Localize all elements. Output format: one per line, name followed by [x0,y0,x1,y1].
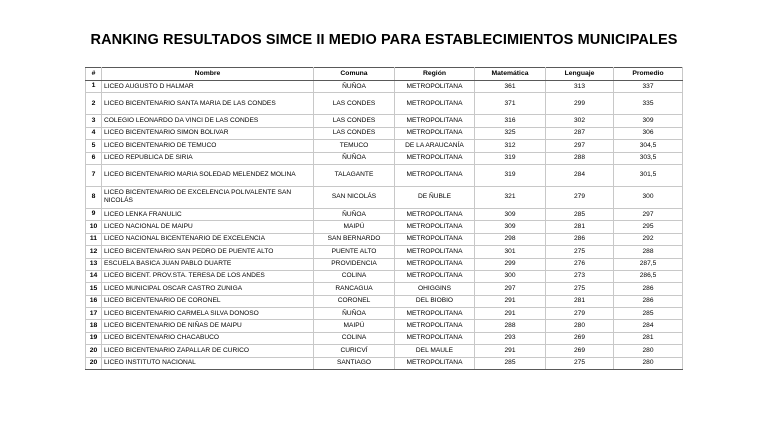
cell-matematica: 285 [475,357,546,369]
table-row [86,283,683,295]
cell-nombre: LICEO AUGUSTO D HALMAR [102,81,314,93]
table-header [86,68,683,81]
cell-comuna: COLINA [314,270,395,282]
cell-promedio: 295 [614,221,683,233]
cell-nombre: LICEO REPUBLICA DE SIRIA [102,152,314,164]
cell-region: METROPOLITANA [395,115,475,127]
cell-rank: 14 [86,270,102,282]
cell-lenguaje: 275 [546,283,614,295]
table-row [86,115,683,127]
table-row [86,258,683,270]
cell-comuna: RANCAGUA [314,283,395,295]
cell-matematica: 291 [475,295,546,307]
cell-lenguaje: 302 [546,115,614,127]
cell-rank: 17 [86,308,102,320]
cell-nombre: LICEO BICENTENARIO CHACABUCO [102,332,314,344]
cell-rank: 2 [86,93,102,115]
cell-comuna: CURICVÍ [314,345,395,357]
cell-region: METROPOLITANA [395,93,475,115]
cell-matematica: 321 [475,186,546,208]
cell-lenguaje: 275 [546,357,614,369]
cell-comuna: SANTIAGO [314,357,395,369]
cell-region: METROPOLITANA [395,208,475,220]
cell-comuna: ÑUÑOA [314,308,395,320]
cell-comuna: COLINA [314,332,395,344]
cell-rank: 10 [86,221,102,233]
cell-rank: 3 [86,115,102,127]
cell-lenguaje: 281 [546,295,614,307]
cell-region: METROPOLITANA [395,357,475,369]
cell-region: DE ÑUBLE [395,186,475,208]
cell-lenguaje: 269 [546,345,614,357]
cell-comuna: MAIPÚ [314,221,395,233]
table-row [86,270,683,282]
cell-promedio: 285 [614,308,683,320]
table-header-row [86,68,683,81]
cell-region: OHIGGINS [395,283,475,295]
cell-comuna: PUENTE ALTO [314,246,395,258]
cell-lenguaje: 287 [546,127,614,139]
cell-lenguaje: 279 [546,308,614,320]
table-row [86,246,683,258]
cell-promedio: 287,5 [614,258,683,270]
cell-matematica: 312 [475,140,546,152]
cell-rank: 7 [86,164,102,186]
cell-nombre: LICEO BICENTENARIO DE TEMUCO [102,140,314,152]
table-row [86,357,683,369]
table-row [86,308,683,320]
cell-region: METROPOLITANA [395,320,475,332]
cell-nombre: LICEO BICENTENARIO ZAPALLAR DE CURICO [102,345,314,357]
cell-region: METROPOLITANA [395,308,475,320]
column-header-comuna: Comuna [314,68,395,81]
cell-rank: 20 [86,345,102,357]
cell-promedio: 281 [614,332,683,344]
cell-rank: 16 [86,295,102,307]
table-row [86,140,683,152]
table-row [86,127,683,139]
table-row [86,152,683,164]
cell-promedio: 284 [614,320,683,332]
cell-promedio: 306 [614,127,683,139]
cell-nombre: ESCUELA BASICA JUAN PABLO DUARTE [102,258,314,270]
cell-lenguaje: 276 [546,258,614,270]
cell-matematica: 301 [475,246,546,258]
cell-region: METROPOLITANA [395,332,475,344]
cell-lenguaje: 284 [546,164,614,186]
cell-matematica: 293 [475,332,546,344]
cell-lenguaje: 286 [546,233,614,245]
cell-lenguaje: 279 [546,186,614,208]
column-header-region: Región [395,68,475,81]
cell-region: DEL MAULE [395,345,475,357]
cell-comuna: MAIPÚ [314,320,395,332]
cell-matematica: 319 [475,152,546,164]
cell-region: METROPOLITANA [395,164,475,186]
cell-comuna: ÑUÑOA [314,81,395,93]
table-row [86,221,683,233]
cell-lenguaje: 275 [546,246,614,258]
cell-lenguaje: 313 [546,81,614,93]
cell-promedio: 286 [614,295,683,307]
cell-nombre: LICEO LENKA FRANULIC [102,208,314,220]
cell-comuna: SAN BERNARDO [314,233,395,245]
cell-matematica: 325 [475,127,546,139]
table-row [86,320,683,332]
cell-promedio: 280 [614,357,683,369]
cell-promedio: 303,5 [614,152,683,164]
table-row [86,295,683,307]
cell-comuna: ÑUÑOA [314,208,395,220]
cell-rank: 8 [86,186,102,208]
cell-region: DEL BIOBIO [395,295,475,307]
cell-region: METROPOLITANA [395,233,475,245]
cell-nombre: LICEO NACIONAL BICENTENARIO DE EXCELENCIA [102,233,314,245]
cell-nombre: LICEO INSTITUTO NACIONAL [102,357,314,369]
ranking-table-container [85,67,682,370]
table-row [86,233,683,245]
cell-region: METROPOLITANA [395,270,475,282]
cell-matematica: 298 [475,233,546,245]
cell-rank: 11 [86,233,102,245]
column-header-num: # [86,68,102,81]
cell-lenguaje: 273 [546,270,614,282]
cell-promedio: 335 [614,93,683,115]
cell-nombre: LICEO BICENTENARIO DE EXCELENCIA POLIVALENTE SAN NICOLÁS [102,186,314,208]
cell-nombre: LICEO NACIONAL DE MAIPU [102,221,314,233]
cell-region: METROPOLITANA [395,258,475,270]
cell-comuna: SAN NICOLÁS [314,186,395,208]
cell-nombre: LICEO BICENTENARIO SANTA MARIA DE LAS CONDES [102,93,314,115]
cell-matematica: 300 [475,270,546,282]
cell-rank: 13 [86,258,102,270]
cell-region: DE LA ARAUCANÍA [395,140,475,152]
cell-region: METROPOLITANA [395,246,475,258]
cell-lenguaje: 297 [546,140,614,152]
cell-region: METROPOLITANA [395,81,475,93]
table-row [86,81,683,93]
cell-rank: 19 [86,332,102,344]
cell-rank: 18 [86,320,102,332]
cell-promedio: 297 [614,208,683,220]
cell-lenguaje: 285 [546,208,614,220]
cell-rank: 6 [86,152,102,164]
cell-matematica: 299 [475,258,546,270]
cell-nombre: COLEGIO LEONARDO DA VINCI DE LAS CONDES [102,115,314,127]
table-row [86,186,683,208]
cell-rank: 15 [86,283,102,295]
cell-matematica: 291 [475,345,546,357]
cell-lenguaje: 288 [546,152,614,164]
cell-region: METROPOLITANA [395,127,475,139]
cell-matematica: 291 [475,308,546,320]
cell-matematica: 309 [475,221,546,233]
cell-promedio: 309 [614,115,683,127]
cell-matematica: 288 [475,320,546,332]
cell-promedio: 288 [614,246,683,258]
cell-promedio: 286,5 [614,270,683,282]
cell-nombre: LICEO BICENTENARIO DE CORONEL [102,295,314,307]
ranking-table [85,67,683,370]
table-body [86,81,683,370]
cell-nombre: LICEO BICENTENARIO DE NIÑAS DE MAIPU [102,320,314,332]
cell-comuna: LAS CONDES [314,93,395,115]
cell-promedio: 286 [614,283,683,295]
cell-lenguaje: 299 [546,93,614,115]
cell-comuna: ÑUÑOA [314,152,395,164]
cell-nombre: LICEO BICENTENARIO SAN PEDRO DE PUENTE ALTO [102,246,314,258]
cell-comuna: TALAGANTE [314,164,395,186]
cell-matematica: 319 [475,164,546,186]
table-row [86,93,683,115]
cell-region: METROPOLITANA [395,152,475,164]
cell-comuna: TEMUCO [314,140,395,152]
cell-comuna: PROVIDENCIA [314,258,395,270]
column-header-nombre: Nombre [102,68,314,81]
cell-comuna: LAS CONDES [314,127,395,139]
column-header-promedio: Promedio [614,68,683,81]
cell-promedio: 292 [614,233,683,245]
cell-promedio: 337 [614,81,683,93]
cell-nombre: LICEO BICENT. PROV.STA. TERESA DE LOS ANDES [102,270,314,282]
cell-matematica: 316 [475,115,546,127]
table-row [86,208,683,220]
table-row [86,332,683,344]
cell-nombre: LICEO BICENTENARIO CARMELA SILVA DONOSO [102,308,314,320]
cell-rank: 1 [86,81,102,93]
cell-rank: 4 [86,127,102,139]
cell-lenguaje: 280 [546,320,614,332]
cell-nombre: LICEO BICENTENARIO MARIA SOLEDAD MELENDEZ MOLINA [102,164,314,186]
cell-matematica: 309 [475,208,546,220]
cell-rank: 12 [86,246,102,258]
cell-promedio: 280 [614,345,683,357]
cell-matematica: 361 [475,81,546,93]
cell-promedio: 301,5 [614,164,683,186]
cell-lenguaje: 269 [546,332,614,344]
cell-promedio: 304,5 [614,140,683,152]
cell-nombre: LICEO BICENTENARIO SIMON BOLIVAR [102,127,314,139]
cell-comuna: CORONEL [314,295,395,307]
cell-rank: 9 [86,208,102,220]
cell-matematica: 297 [475,283,546,295]
cell-nombre: LICEO MUNICIPAL OSCAR CASTRO ZUNIGA [102,283,314,295]
table-row [86,164,683,186]
cell-lenguaje: 281 [546,221,614,233]
cell-promedio: 300 [614,186,683,208]
cell-rank: 20 [86,357,102,369]
cell-comuna: LAS CONDES [314,115,395,127]
cell-region: METROPOLITANA [395,221,475,233]
column-header-lenguaje: Lenguaje [546,68,614,81]
cell-rank: 5 [86,140,102,152]
table-row [86,345,683,357]
page-title: RANKING RESULTADOS SIMCE II MEDIO PARA ESTABLECIMIENTOS MUNICIPALES [90,32,678,48]
cell-matematica: 371 [475,93,546,115]
column-header-matematica: Matemática [475,68,546,81]
